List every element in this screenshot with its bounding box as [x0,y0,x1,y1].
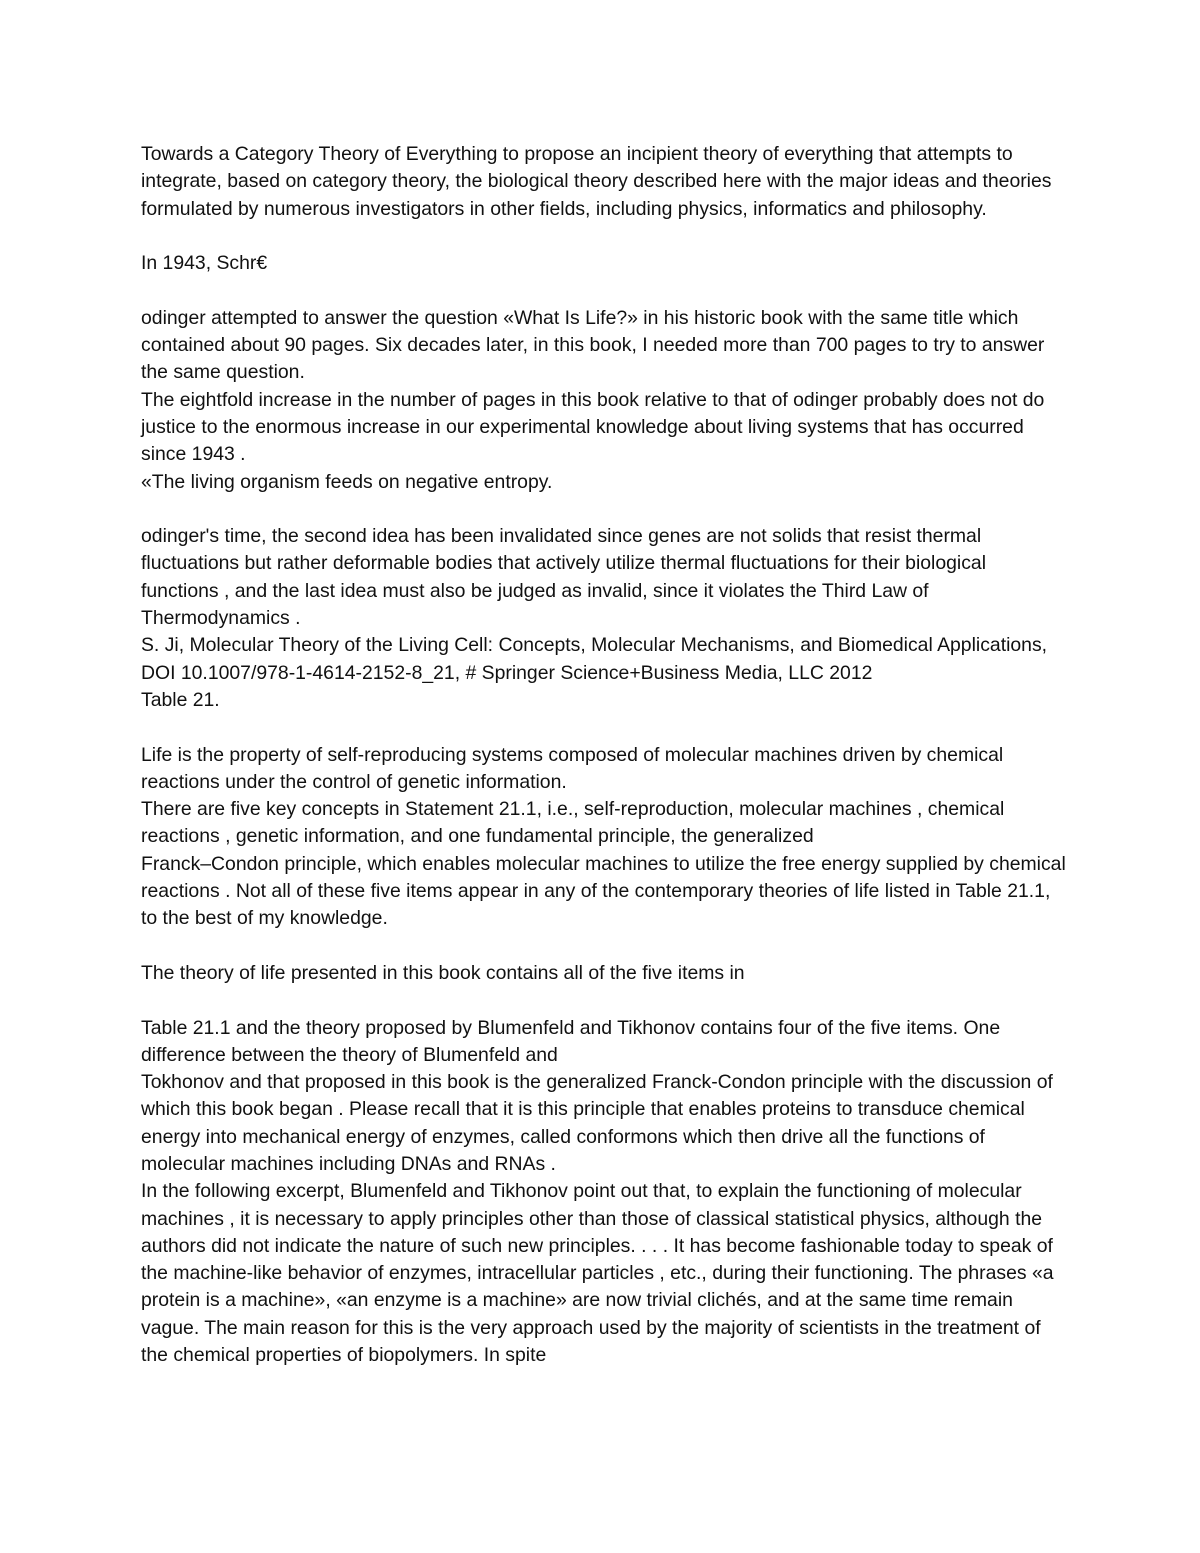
paragraph-table-ref: Table 21. [141,688,220,711]
paragraph-eightfold: The eightfold increase in the number of pages in this book relative to that of odinger probably does not do justice to the enormous increase in our experimental knowledge about living systems that has occurred since 1943 . [141,388,1045,466]
paragraph-gap [141,223,1066,250]
paragraph-odingers-time: odinger's time, the second idea has been invalidated since genes are not solids that resist thermal fluctuations but rather deformable bodies that actively utilize thermal fluctuations for their biological functions , and the last idea must also be judged as invalid, since it violates the Third Law of Thermodynamics . [141,525,987,630]
paragraph-1943: In 1943, Schr€ [141,252,268,275]
paragraph-excerpt: In the following excerpt, Blumenfeld and Tikhonov point out that, to explain the functioning of molecular machines , it is necessary to apply principles other than those of classical statistical physics, although the authors did not indicate the nature of such new principles. . . . It has become fashionable today to speak of the machine-like behavior of enzymes, intracellular particles , etc., during their functioning. The phrases «a protein is a machine», «an enzyme is a machine» are now trivial clichés, and at the same time remain vague. The main reason for this is the very approach used by the majority of scientists in the treatment of the chemical properties of biopolymers. In spite [141,1180,1054,1367]
paragraph-citation: S. Ji, Molecular Theory of the Living Cell: Concepts, Molecular Mechanisms, and Biomedical Applications, DOI 10.1007/978-1-4614-2152-8_21, # Springer Science+Business Media, LLC 2012 [141,634,1048,684]
paragraph-tokhonov: Tokhonov and that proposed in this book is the generalized Franck-Condon principle with the discussion of which this book began . Please recall that it is this principle that enables proteins to transduce chemical energy into mechanical energy of enzymes, called conformons which then drive all the functions of molecular machines including DNAs and RNAs . [141,1071,1053,1175]
paragraph-five-concepts: There are five key concepts in Statement 21.1, i.e., self-reproduction, molecular machines , chemical reactions , genetic information, and one fundamental principle, the generalized [141,798,1005,848]
paragraph-gap [141,496,1066,523]
document-body [141,141,1066,1369]
paragraph-life-definition: Life is the property of self-reproducing systems composed of molecular machines driven by chemical reactions under the control of genetic information. [141,743,1004,793]
paragraph-intro: Towards a Category Theory of Everything to propose an incipient theory of everything that attempts to integrate, based on category theory, the biological theory described here with the major ideas and theories formulated by numerous investigators in other fields, including physics, informatics and philosophy. [141,143,1052,220]
paragraph-theory-of-life: The theory of life presented in this book contains all of the five items in [141,961,745,984]
paragraph-gap [141,277,1066,304]
paragraph-gap [141,933,1066,960]
paragraph-gap [141,987,1066,1014]
paragraph-negative-entropy: «The living organism feeds on negative entropy. [141,470,553,493]
paragraph-franck-condon: Franck–Condon principle, which enables molecular machines to utilize the free energy supplied by chemical reactions . Not all of these five items appear in any of the contemporary theories of life listed in Table 21.1, to the best of my knowledge. [141,852,1066,930]
paragraph-blumenfeld: Table 21.1 and the theory proposed by Blumenfeld and Tikhonov contains four of the five items. One difference between the theory of Blumenfeld and [141,1016,1001,1066]
paragraph-gap [141,714,1066,741]
paragraph-what-is-life: odinger attempted to answer the question «What Is Life?» in his historic book with the same title which contained about 90 pages. Six decades later, in this book, I needed more than 700 pages to try to answer the same question. [141,306,1045,384]
